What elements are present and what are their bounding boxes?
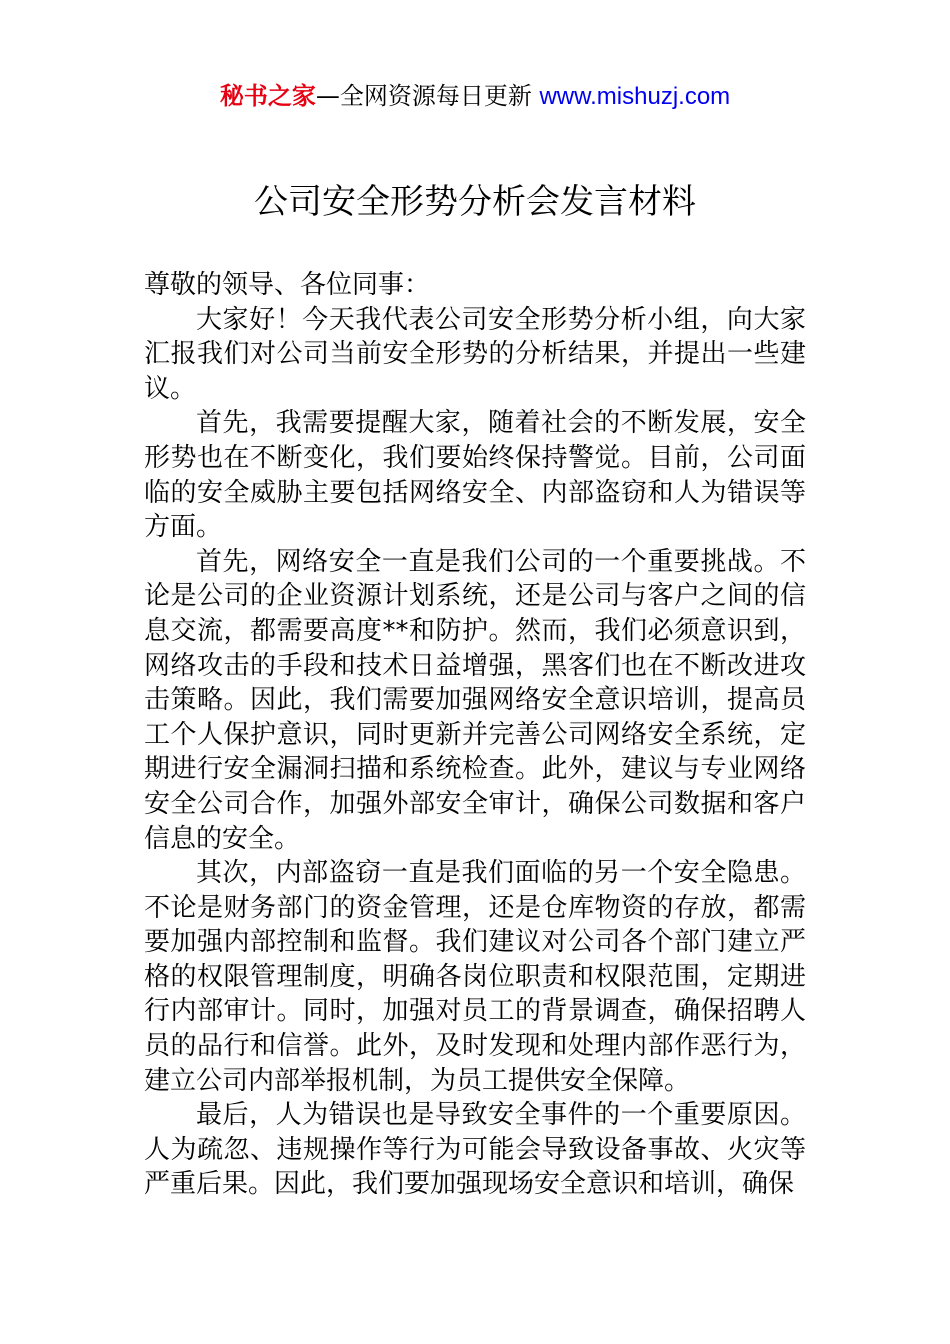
body-paragraph-3: 首先，网络安全一直是我们公司的一个重要挑战。不论是公司的企业资源计划系统，还是公司与客户之间的信息交流，都需要高度**和防护。然而，我们必须意识到，网络攻击的手段和技术日益增强，黑客们也在不断改进攻击策略。因此，我们需要加强网络安全意识培训，提高员工个人保护意识，同时更新并完善公司网络安全系统，定期进行安全漏洞扫描和系统检查。此外，建议与专业网络安全公司合作，加强外部安全审计，确保公司数据和客户信息的安全。 (144, 546, 806, 854)
brand-name: 秘书之家 (219, 82, 316, 110)
site-tagline: —全网资源每日更新 (315, 82, 540, 110)
body-paragraph-4: 其次，内部盗窃一直是我们面临的另一个安全隐患。不论是财务部门的资金管理，还是仓库物资的存放，都需要加强内部控制和监督。我们建议对公司各个部门建立严格的权限管理制度，明确各岗位职责和权限范围，定期进行内部审计。同时，加强对员工的背景调查，确保招聘人员的品行和信誉。此外，及时发现和处理内部作恶行为，建立公司内部举报机制，为员工提供安全保障。 (144, 858, 806, 1096)
body-paragraph-5: 最后，人为错误也是导致安全事件的一个重要原因。人为疏忽、违规操作等行为可能会导致设备事故、火灾等严重后果。因此，我们要加强现场安全意识和培训，确保 (144, 1100, 806, 1200)
site-header (0, 80, 950, 113)
document-title: 公司安全形势分析会发言材料 (254, 182, 696, 222)
document-body (144, 268, 806, 1202)
body-paragraph-1: 大家好！今天我代表公司安全形势分析小组，向大家汇报我们对公司当前安全形势的分析结果，并提出一些建议。 (144, 304, 806, 404)
salutation: 尊敬的领导、各位同事： (144, 270, 431, 300)
body-paragraph-2: 首先，我需要提醒大家，随着社会的不断发展，安全形势也在不断变化，我们要始终保持警觉。目前，公司面临的安全威胁主要包括网络安全、内部盗窃和人为错误等方面。 (144, 408, 806, 543)
site-url-link[interactable]: www.mishuzj.com (539, 83, 731, 110)
